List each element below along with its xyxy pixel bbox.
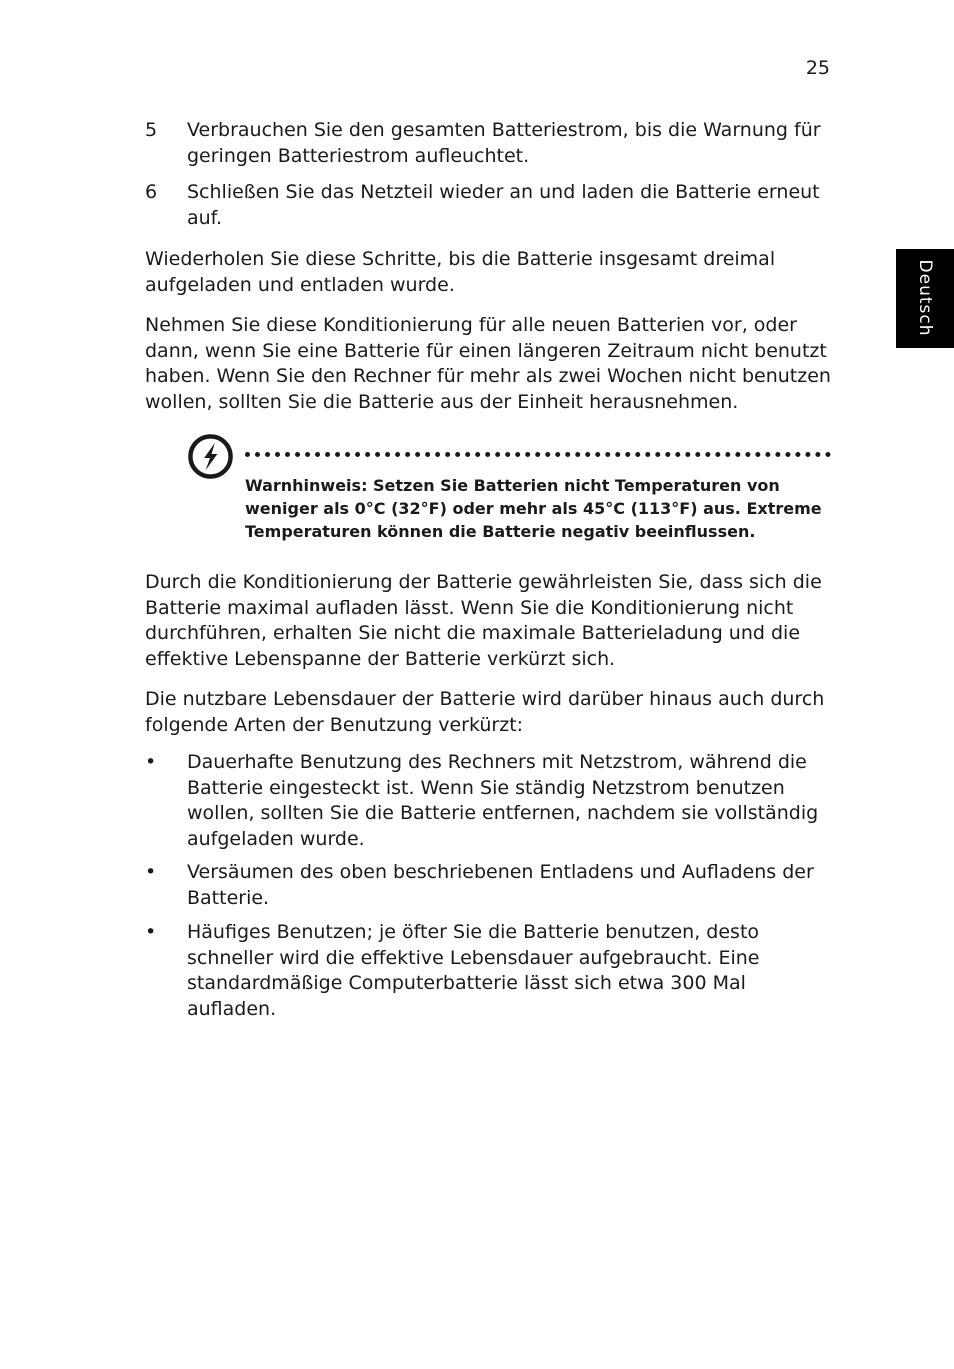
step-number: 6 (145, 181, 158, 203)
bullet-item (145, 750, 835, 852)
bullet-marker: • (145, 751, 157, 773)
side-tab-label: Deutsch (915, 259, 935, 337)
language-side-tab (896, 249, 954, 348)
step-text: Verbrauchen Sie den gesamten Batteriestrom, bis die Warnung für geringen Batteriestrom aufleuchtet. (187, 119, 821, 167)
warning-divider (245, 452, 831, 457)
step-number: 5 (145, 119, 158, 141)
lightning-warning-icon (187, 433, 234, 480)
bullet-marker: • (145, 861, 157, 883)
warning-text: Warnhinweis: Setzen Sie Batterien nicht Temperaturen von weniger als 0°C (32°F) oder mehr als 45°C (113°F) aus. Extreme Temperaturen können die Batterie negativ beeinflussen. (245, 476, 822, 541)
paragraph-conditioning-benefit: Durch die Konditionierung der Batterie gewährleisten Sie, dass sich die Batterie maximal aufladen lässt. Wenn Sie die Konditionierung nicht durchführen, erhalten Sie nicht die maximale Batterieladung und die effektive Lebenspanne der Batterie verkürzt sich. (145, 571, 822, 670)
bullet-item (145, 860, 835, 911)
paragraph-conditioning-info: Nehmen Sie diese Konditionierung für alle neuen Batterien vor, oder dann, wenn Sie eine Batterie für einen längeren Zeitraum nicht benutzt haben. Wenn Sie den Rechner für mehr als zwei Wochen nicht benutzen wollen, sollten Sie die Batterie aus der Einheit herausnehmen. (145, 314, 831, 413)
page-number: 25 (805, 57, 830, 79)
paragraph-lifetime-intro: Die nutzbare Lebensdauer der Batterie wird darüber hinaus auch durch folgende Arten der Benutzung verkürzt: (145, 688, 825, 736)
bullet-marker: • (145, 921, 157, 943)
numbered-step-6 (145, 180, 835, 231)
bullet-text: Versäumen des oben beschriebenen Entladens und Aufladens der Batterie. (187, 861, 814, 909)
step-text: Schließen Sie das Netzteil wieder an und laden die Batterie erneut auf. (187, 181, 820, 229)
bullet-text: Häufiges Benutzen; je öfter Sie die Batterie benutzen, desto schneller wird die effektive Lebensdauer aufgebraucht. Eine standardmäßige Computerbatterie lässt sich etwa 300 Mal aufladen. (187, 921, 760, 1020)
bullet-text: Dauerhafte Benutzung des Rechners mit Netzstrom, während die Batterie eingesteckt ist. Wenn Sie ständig Netzstrom benutzen wollen, sollten Sie die Batterie entfernen, nachdem sie vollständig aufgeladen wurde. (187, 751, 819, 850)
paragraph-repeat-steps: Wiederholen Sie diese Schritte, bis die Batterie insgesamt dreimal aufgeladen und entladen wurde. (145, 248, 776, 296)
numbered-step-5 (145, 118, 835, 169)
bullet-item (145, 920, 835, 1022)
